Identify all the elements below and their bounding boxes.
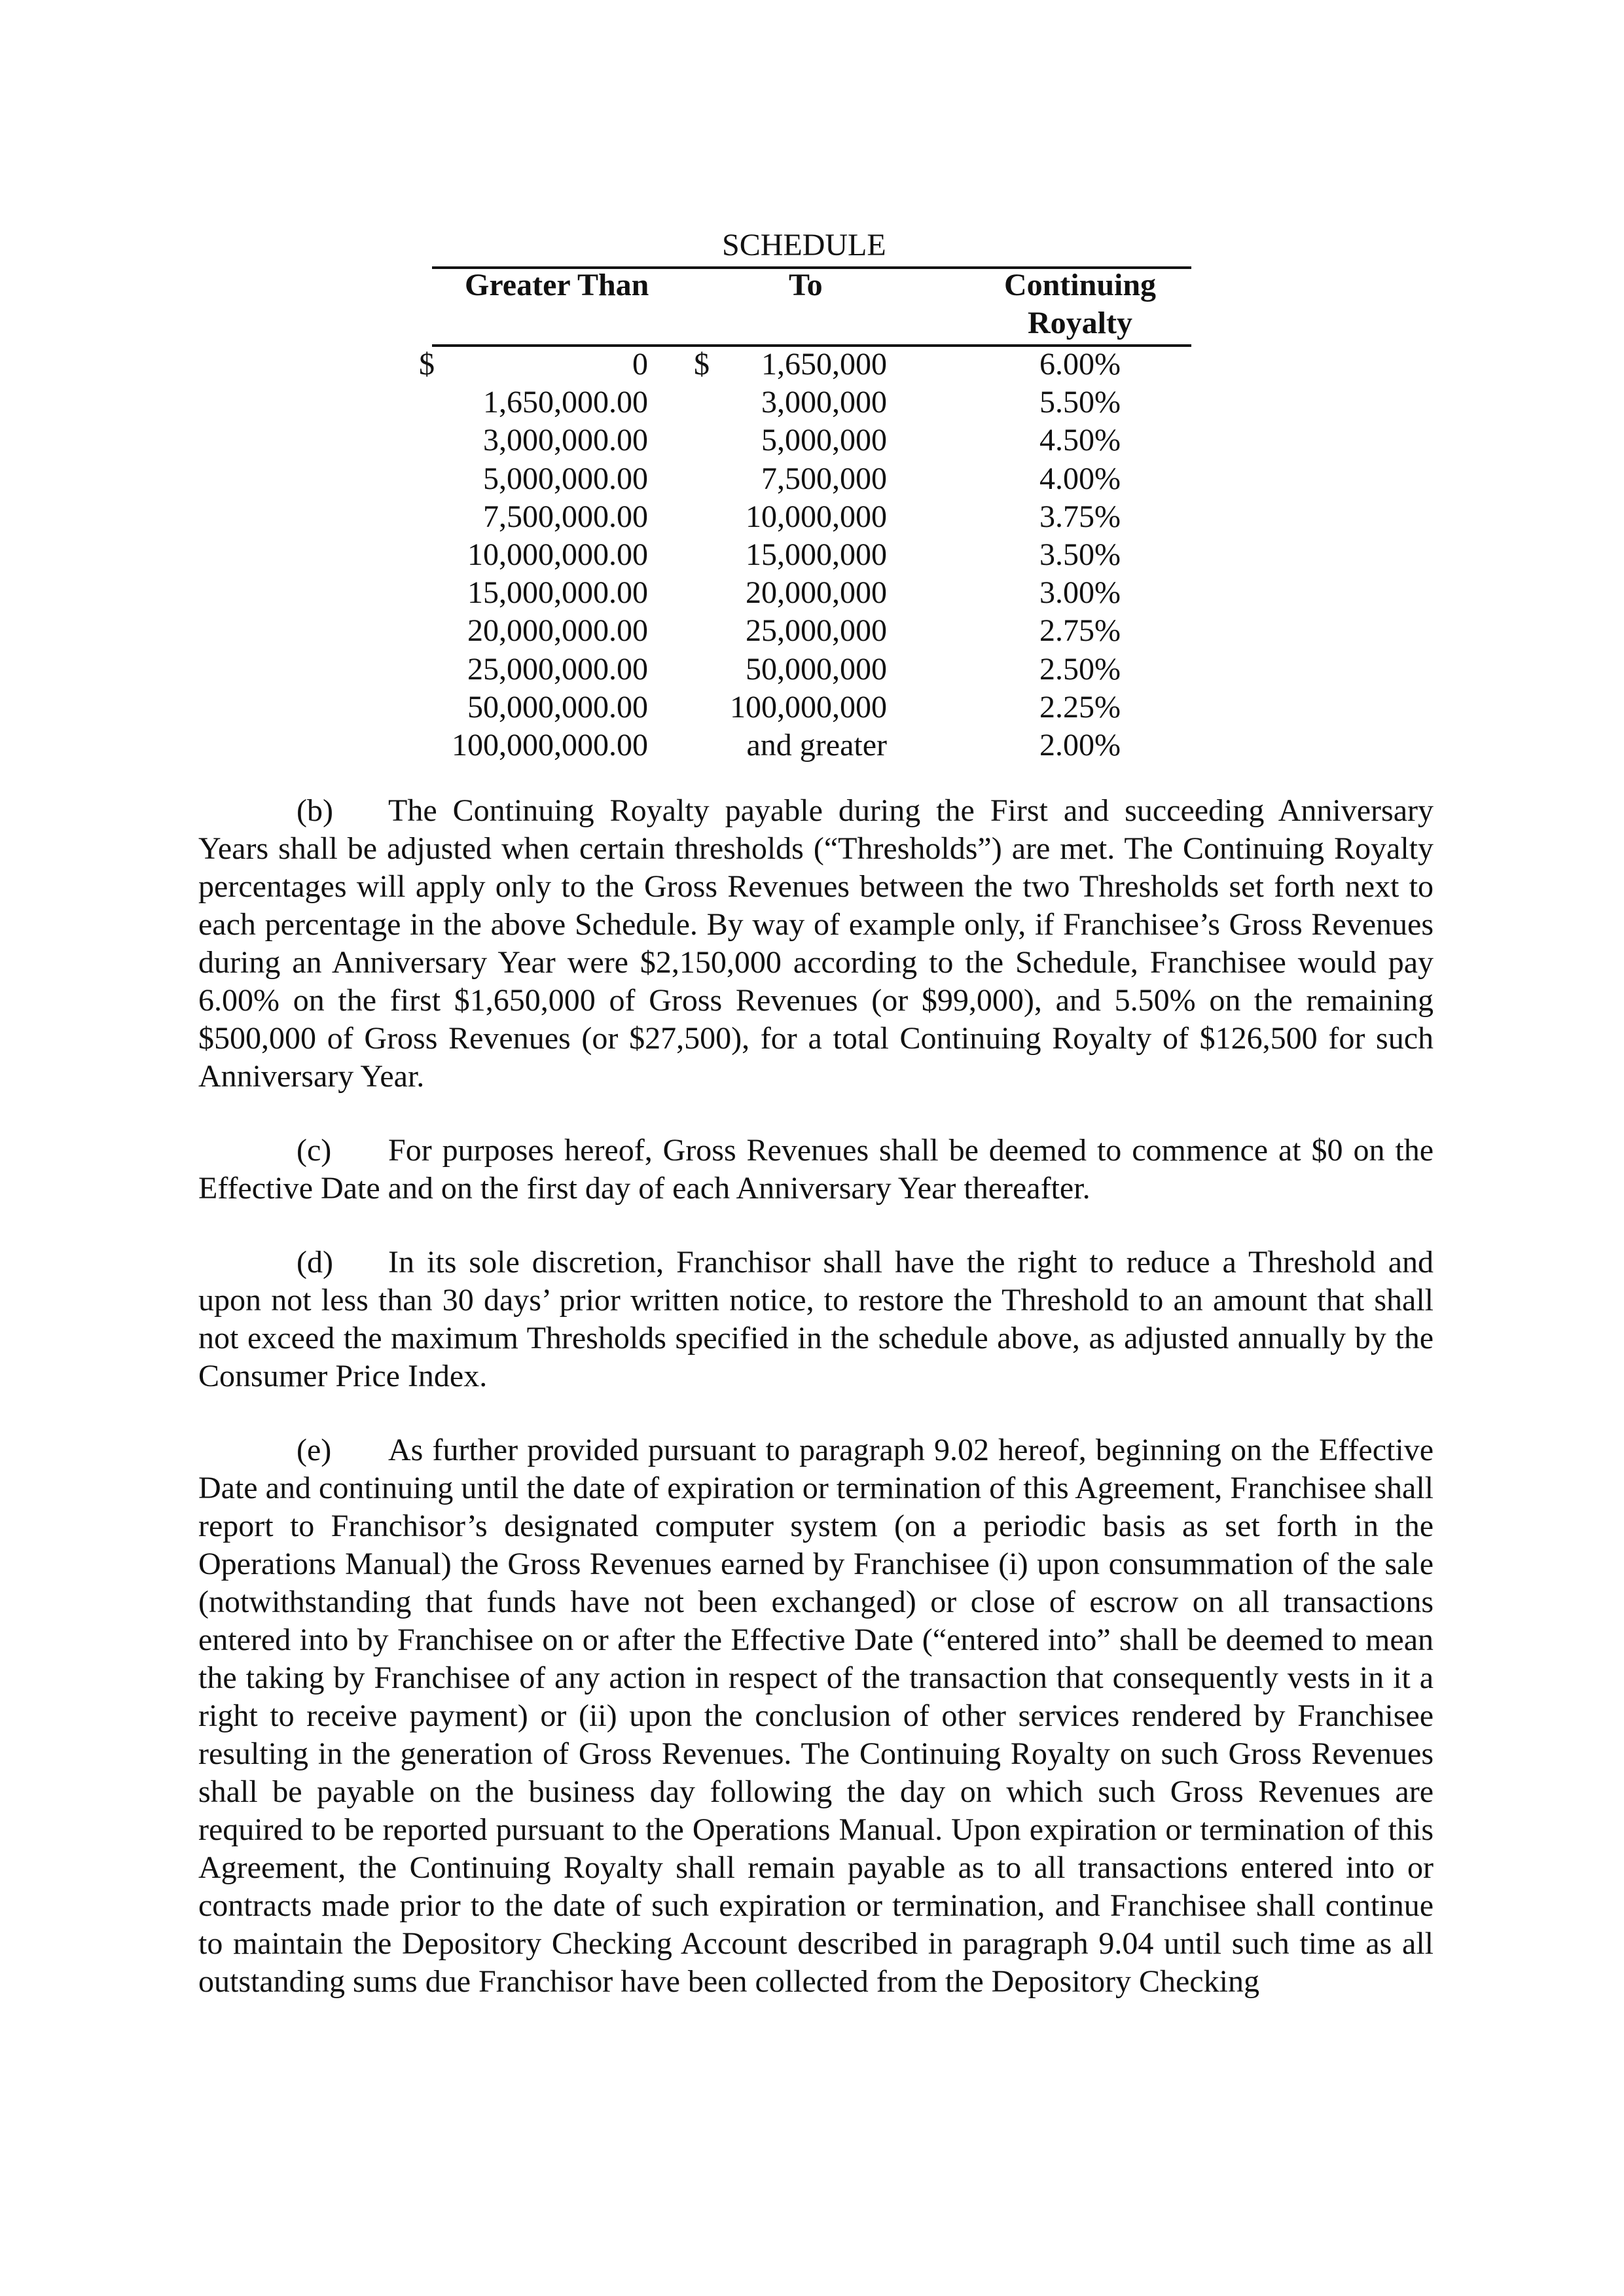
schedule-rows [419, 346, 1191, 764]
cell-to: 1,650,000 [761, 347, 887, 382]
cell-greater-than: 15,000,000.00 [467, 575, 648, 611]
table-row [419, 460, 1191, 498]
cell-royalty: 3.50% [1039, 537, 1121, 572]
cell-greater-than: 100,000,000.00 [452, 727, 648, 762]
cell-royalty: 2.00% [1039, 727, 1121, 762]
paragraph [198, 1244, 1434, 1395]
table-row [419, 574, 1191, 612]
paragraph-label: (c) [297, 1133, 332, 1168]
document-body [198, 792, 1434, 2037]
table-row [419, 651, 1191, 689]
table-row [419, 726, 1191, 764]
table-row [419, 498, 1191, 536]
cell-greater-than: 10,000,000.00 [467, 537, 648, 572]
table-row [419, 689, 1191, 726]
cell-royalty: 2.75% [1039, 613, 1121, 649]
paragraph-text: As further provided pursuant to paragraph 9.02 hereof, beginning on the Effective Date and continuing until the date of expiration or termination of this Agreement, Franchisee shall report to Franchisor’s designated computer system (on a periodic basis as set forth in the Operations Manual) the Gross Revenues earned by Franchisee (i) upon consummation of the sale (notwithstanding that funds have not been exchanged) or close of escrow on all transactions entered into by Franchisee on or after the Effective Date (“entered into” shall be deemed to mean the taking by Franchisee of any action in respect of the transaction that consequently vests in it a right to receive payment) or (ii) upon the conclusion of other services rendered by Franchisee resulting in the generation of Gross Revenues. The Continuing Royalty on such Gross Revenues shall be payable on the business day following the day on which such Gross Revenues are required to be reported pursuant to the Operations Manual. Upon expiration or termination of this Agreement, the Continuing Royalty shall remain payable as to all transactions entered into or contracts made prior to the date of such expiration or termination, and Franchisee shall continue to maintain the Depository Checking Account described in paragraph 9.04 until such time as all outstanding sums due Franchisor have been collected from the Depository Checking [198, 1433, 1434, 1999]
cell-royalty: 3.00% [1039, 575, 1121, 611]
cell-greater-than: 3,000,000.00 [483, 423, 648, 458]
header-greater-than: Greater Than [465, 268, 649, 302]
cell-greater-than: 25,000,000.00 [467, 651, 648, 687]
cell-greater-than: 20,000,000.00 [467, 613, 648, 649]
cell-to: 25,000,000 [746, 613, 887, 649]
paragraph-label: (b) [297, 793, 333, 828]
table-row [419, 422, 1191, 459]
header-continuing-royalty-line1: Continuing [1003, 268, 1157, 302]
header-to: To [789, 268, 823, 302]
cell-to: 3,000,000 [761, 385, 887, 420]
schedule-title: SCHEDULE [722, 228, 886, 262]
currency-symbol: $ [419, 347, 435, 382]
currency-symbol: $ [694, 347, 710, 382]
cell-royalty: 2.25% [1039, 689, 1121, 725]
cell-to: 10,000,000 [746, 499, 887, 534]
paragraph-label: (d) [297, 1245, 333, 1280]
cell-to: 15,000,000 [746, 537, 887, 572]
cell-greater-than: 7,500,000.00 [483, 499, 648, 534]
paragraph-text: The Continuing Royalty payable during the First and succeeding Anniversary Years shall be adjusted when certain thresholds (“Thresholds”) are met. The Continuing Royalty percentages will apply only to the Gross Revenues between the two Thresholds set forth next to each percentage in the above Schedule. By way of example only, if Franchisee’s Gross Revenues during an Anniversary Year were $2,150,000 according to the Schedule, Franchisee would pay 6.00% on the first $1,650,000 of Gross Revenues (or $99,000), and 5.50% on the remaining $500,000 of Gross Revenues (or $27,500), for a total Continuing Royalty of $126,500 for such Anniversary Year. [198, 793, 1434, 1094]
cell-to: 100,000,000 [730, 689, 887, 725]
cell-to: 20,000,000 [746, 575, 887, 611]
table-row [419, 346, 1191, 384]
paragraph [198, 1132, 1434, 1208]
table-row [419, 384, 1191, 422]
paragraph-label: (e) [297, 1433, 332, 1467]
cell-greater-than: 5,000,000.00 [483, 461, 648, 496]
cell-royalty: 4.50% [1039, 423, 1121, 458]
cell-royalty: 6.00% [1039, 347, 1121, 382]
paragraph [198, 792, 1434, 1096]
header-continuing-royalty-line2: Royalty [1028, 306, 1132, 340]
cell-royalty: 5.50% [1039, 385, 1121, 420]
cell-royalty: 2.50% [1039, 651, 1121, 687]
cell-to: 7,500,000 [761, 461, 887, 496]
cell-royalty: 3.75% [1039, 499, 1121, 534]
cell-greater-than: 0 [632, 347, 648, 382]
header-continuing-royalty [982, 266, 1178, 342]
cell-to: and greater [746, 727, 887, 762]
cell-royalty: 4.00% [1039, 461, 1121, 496]
cell-greater-than: 1,650,000.00 [483, 385, 648, 420]
cell-greater-than: 50,000,000.00 [467, 689, 648, 725]
paragraph [198, 1431, 1434, 2001]
paragraph-text: For purposes hereof, Gross Revenues shall be deemed to commence at $0 on the Effective Date and on the first day of each Anniversary Year thereafter. [198, 1133, 1434, 1206]
table-row [419, 612, 1191, 650]
cell-to: 50,000,000 [746, 651, 887, 687]
table-row [419, 536, 1191, 574]
cell-to: 5,000,000 [761, 423, 887, 458]
paragraph-text: In its sole discretion, Franchisor shall have the right to reduce a Threshold and upon not less than 30 days’ prior written notice, to restore the Threshold to an amount that shall not exceed the maximum Thresholds specified in the schedule above, as adjusted annually by the Consumer Price Index. [198, 1245, 1434, 1393]
